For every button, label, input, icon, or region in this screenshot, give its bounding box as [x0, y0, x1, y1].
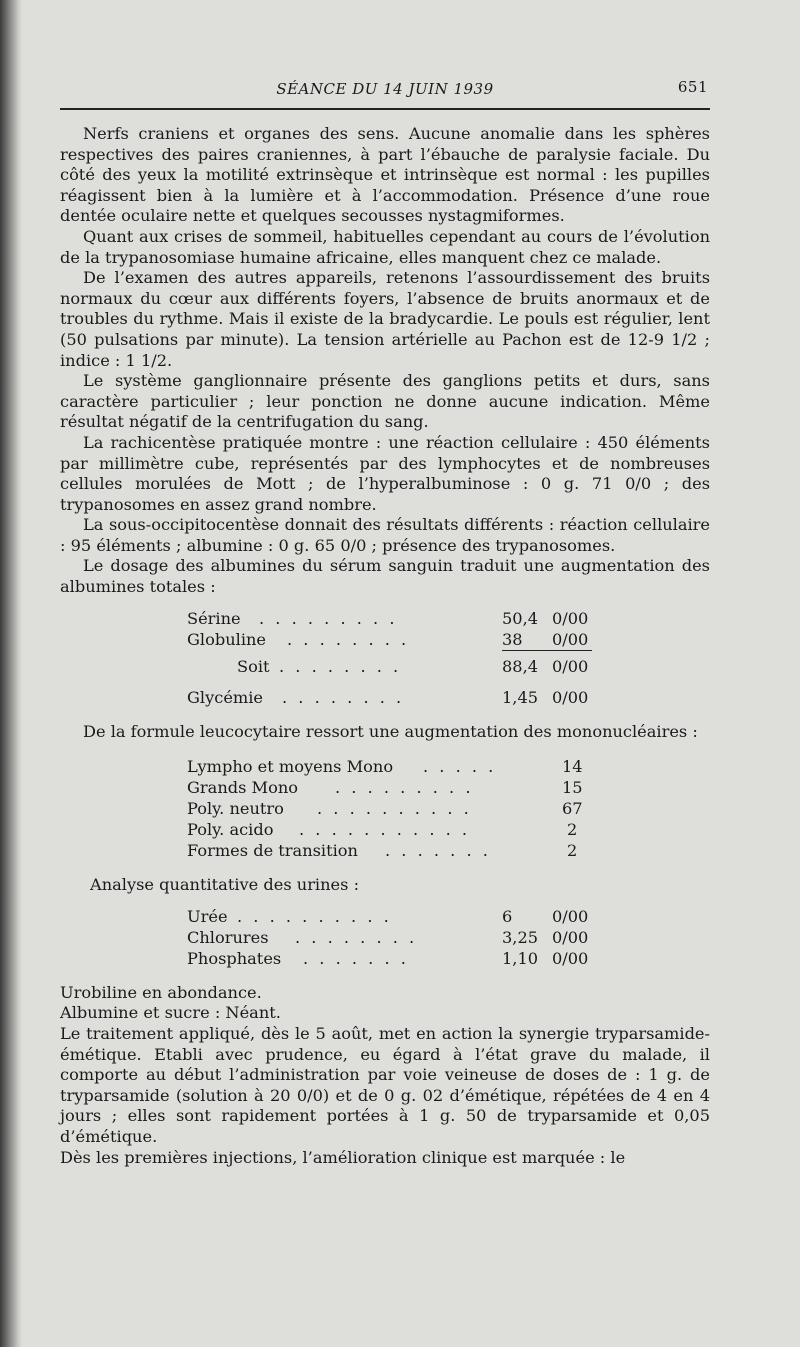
leader-dots: . . . . . . . — [385, 841, 491, 861]
row-label: Phosphates — [187, 948, 282, 968]
row-value: 2 — [567, 841, 578, 861]
row-unit: 0/00 — [552, 656, 589, 676]
row-value: 1,45 — [502, 687, 539, 707]
row-label: Chlorures — [187, 927, 269, 947]
leucocyte-formula-table — [187, 756, 710, 861]
table-row — [187, 840, 710, 861]
row-label: Sérine — [187, 608, 241, 628]
leader-dots: . . . . . . . . — [282, 687, 405, 707]
row-label: Formes de transition — [187, 841, 358, 861]
leader-dots: . . . . . . . . — [279, 656, 402, 676]
row-value: 67 — [562, 799, 583, 819]
row-unit: 0/00 — [552, 629, 589, 649]
row-unit: 0/00 — [552, 906, 589, 926]
urine-analysis-table — [187, 906, 710, 969]
serum-albumin-table — [187, 608, 710, 708]
paragraph: De la formule leucocytaire ressort une augmentation des mononucléaires : — [83, 721, 698, 741]
leader-dots: . . . . . . . . . — [259, 608, 398, 628]
paragraph: Le système ganglionnaire présente des ganglions petits et durs, sans caractère particulier ; leur ponction ne donne aucune indication. Même résultat négatif de la centrifugation du sang. — [60, 371, 710, 432]
paragraph: Dès les premières injections, l’amélioration clinique est marquée : le — [60, 1147, 626, 1167]
leader-dots: . . . . . . . . . — [335, 778, 474, 798]
table-row-total — [187, 656, 710, 677]
row-label: Soit — [237, 656, 270, 676]
row-unit: 0/00 — [552, 948, 589, 968]
row-unit: 0/00 — [552, 608, 589, 628]
paragraph: Le traitement appliqué, dès le 5 août, met en action la synergie tryparsamide-émétique. Etabli avec prudence, eu égard à l’état grave du malade, il comporte au début l’administration par voie veineuse de doses de : 1 g. de tryparsamide (solution à 20 0/0) et de 0 g. 02 d’émétique, répétées de 4 en 4 jours ; elles sont rapidement portées à 1 g. 50 de tryparsamide et 0,05 d’émétique. — [60, 1024, 710, 1146]
leader-dots: . . . . . . . . — [287, 629, 410, 649]
leader-dots: . . . . . . . . . . — [317, 799, 472, 819]
paragraph: Urobiline en abondance. — [60, 982, 262, 1002]
table-row — [187, 927, 710, 948]
row-value: 50,4 — [502, 608, 539, 628]
running-title: SÉANCE DU 14 JUIN 1939 — [276, 80, 494, 98]
table-row — [187, 798, 710, 819]
leader-dots: . . . . . . . . . . — [237, 906, 392, 926]
paragraph: Analyse quantitative des urines : — [90, 875, 360, 895]
table-row — [187, 906, 710, 927]
table-row — [187, 608, 710, 629]
paragraph: Quant aux crises de sommeil, habituelles cependant au cours de l’évolution de la trypanosomiase humaine africaine, elles manquent chez ce malade. — [60, 226, 710, 267]
table-row — [187, 756, 710, 777]
paragraph: La sous-occipitocentèse donnait des résultats différents : réaction cellulaire : 95 éléments ; albumine : 0 g. 65 0/0 ; présence des trypanosomes. — [60, 515, 710, 555]
leader-dots: . . . . . — [423, 757, 497, 777]
row-label: Glycémie — [187, 687, 264, 707]
row-label: Grands Mono — [187, 778, 299, 798]
table-row — [187, 687, 710, 708]
document-page — [60, 70, 710, 1168]
row-value: 3,25 — [502, 927, 539, 947]
page-header — [60, 70, 710, 100]
sum-rule — [502, 650, 592, 652]
paragraph: Nerfs craniens et organes des sens. Aucune anomalie dans les sphères respectives des paires craniennes, à part l’ébauche de paralysie faciale. Du côté des yeux la motilité extrinsèque et intrinsèque est normal : les pupilles réagissent bien à la lumière et à l’accommodation. Présence d’une roue dentée oculaire nette et quelques secousses nystagmiformes. — [60, 124, 710, 226]
row-unit: 0/00 — [552, 687, 589, 707]
row-value: 38 — [502, 629, 523, 649]
paragraph: De l’examen des autres appareils, retenons l’assourdissement des bruits normaux du cœur aux différents foyers, l’absence de bruits anormaux et de troubles du rythme. Mais il existe de la bradycardie. Le pouls est régulier, lent (50 pulsations par minute). La tension artérielle au Pachon est de 12-9 1/2 ; indice : 1 1/2. — [60, 268, 710, 370]
row-label: Poly. neutro — [187, 799, 284, 819]
leader-dots: . . . . . . . . . . . — [299, 820, 471, 840]
leader-dots: . . . . . . . . — [295, 927, 418, 947]
page-number: 651 — [677, 78, 708, 96]
header-rule — [60, 108, 710, 110]
row-unit: 0/00 — [552, 927, 589, 947]
table-row — [187, 629, 710, 650]
row-value: 2 — [567, 820, 578, 840]
row-value: 15 — [562, 778, 583, 798]
paragraph: Albumine et sucre : Néant. — [60, 1003, 281, 1023]
row-value: 6 — [502, 906, 513, 926]
paragraph: Le dosage des albumines du sérum sanguin traduit une augmentation des albumines totales : — [60, 556, 710, 597]
row-value: 1,10 — [502, 948, 539, 968]
table-row — [187, 819, 710, 840]
row-label: Globuline — [187, 629, 267, 649]
paragraph: La rachicentèse pratiquée montre : une réaction cellulaire : 450 éléments par millimètre cube, représentés par des lymphocytes et de nombreuses cellules morulées de Mott ; de l’hyperalbuminose : 0 g. 71 0/0 ; des trypanosomes en assez grand nombre. — [60, 432, 710, 514]
leader-dots: . . . . . . . — [303, 948, 409, 968]
row-label: Lympho et moyens Mono — [187, 757, 394, 777]
row-label: Urée — [187, 906, 228, 926]
row-value: 88,4 — [502, 656, 539, 676]
table-row — [187, 948, 710, 969]
row-label: Poly. acido — [187, 820, 274, 840]
row-value: 14 — [562, 757, 583, 777]
book-spine-shadow — [0, 0, 22, 1347]
table-row — [187, 777, 710, 798]
